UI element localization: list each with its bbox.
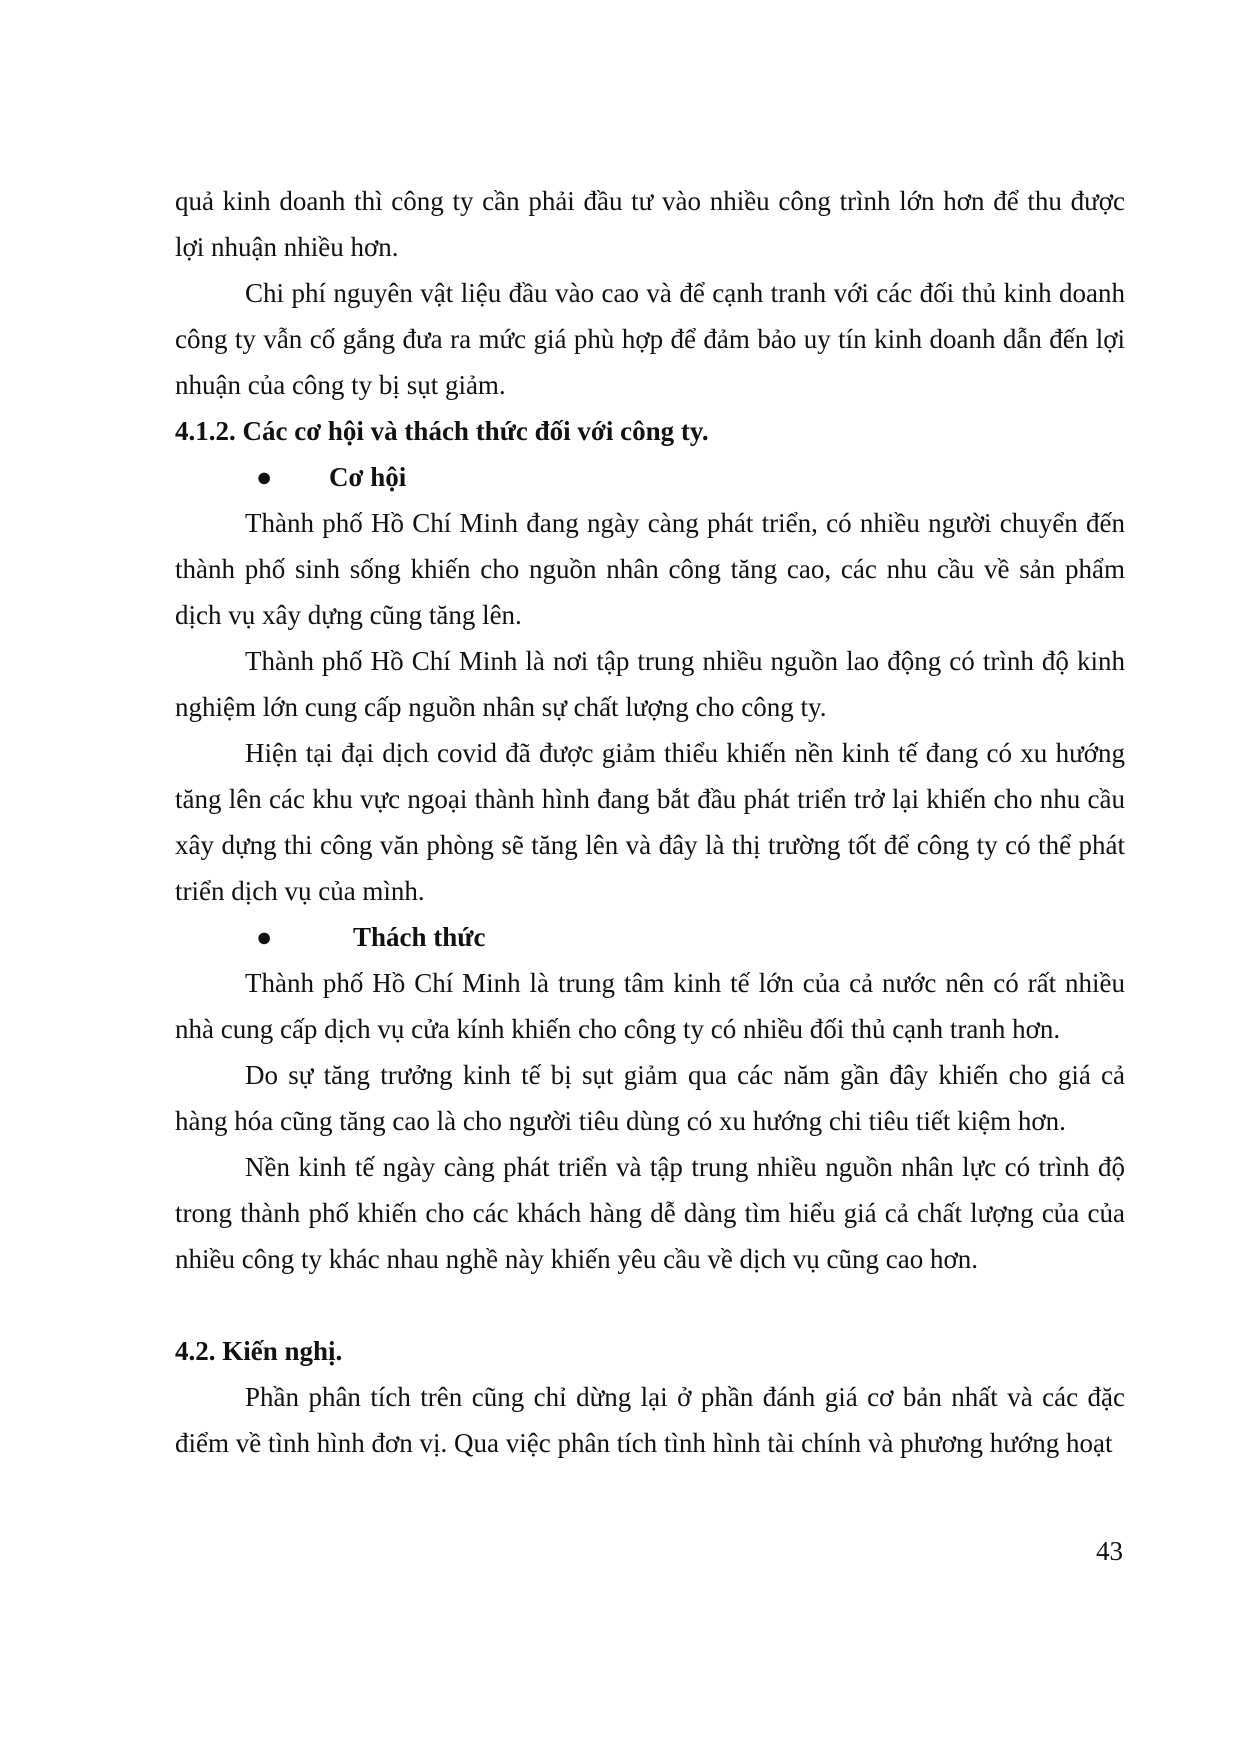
section-heading-4-2: 4.2. Kiến nghị. [175, 1336, 343, 1366]
bullet-icon: ● [256, 922, 273, 952]
document-body [175, 178, 1125, 1466]
paragraph-customer-demands: Nền kinh tế ngày càng phát triển và tập trung nhiều nguồn nhân lực có trình độ trong thành phố khiến cho các khách hàng dễ dàng tìm hiểu giá cả chất lượng của của nhiều công ty khác nhau nghề này khiến yêu cầu về dịch vụ cũng cao hơn. [175, 1152, 1125, 1274]
paragraph-recommendations: Phần phân tích trên cũng chỉ dừng lại ở phần đánh giá cơ bản nhất và các đặc điểm về tình hình đơn vị. Qua việc phân tích tình hình tài chính và phương hướng hoạt [175, 1382, 1125, 1458]
bullet-challenge [175, 914, 1125, 960]
section-heading-4-1-2: 4.1.2. Các cơ hội và thách thức đối với công ty. [175, 416, 709, 446]
bullet-opportunity [175, 454, 1125, 500]
bullet-opportunity-label: Cơ hội [329, 462, 407, 492]
paragraph-labor-source: Thành phố Hồ Chí Minh là nơi tập trung nhiều nguồn lao động có trình độ kinh nghiệm lớn cung cấp nguồn nhân sự chất lượng cho công ty. [175, 646, 1125, 722]
paragraph-city-growth: Thành phố Hồ Chí Minh đang ngày càng phát triển, có nhiều người chuyển đến thành phố sinh sống khiến cho nguồn nhân công tăng cao, các nhu cầu về sản phẩm dịch vụ xây dựng cũng tăng lên. [175, 508, 1125, 630]
bullet-icon: ● [256, 462, 273, 492]
page-number: 43 [1096, 1536, 1123, 1566]
paragraph-economic-decline: Do sự tăng trưởng kinh tế bị sụt giảm qua các năm gần đây khiến cho giá cả hàng hóa cũng tăng cao là cho người tiêu dùng có xu hướng chi tiêu tiết kiệm hơn. [175, 1060, 1125, 1136]
paragraph-competition: Thành phố Hồ Chí Minh là trung tâm kinh tế lớn của cả nước nên có rất nhiều nhà cung cấp dịch vụ cửa kính khiến cho công ty có nhiều đối thủ cạnh tranh hơn. [175, 968, 1125, 1044]
paragraph-material-costs: Chi phí nguyên vật liệu đầu vào cao và để cạnh tranh với các đối thủ kinh doanh công ty vẫn cố gắng đưa ra mức giá phù hợp để đảm bảo uy tín kinh doanh dẫn đến lợi nhuận của công ty bị sụt giảm. [175, 278, 1125, 400]
paragraph-post-covid: Hiện tại đại dịch covid đã được giảm thiểu khiến nền kinh tế đang có xu hướng tăng lên các khu vực ngoại thành hình đang bắt đầu phát triển trở lại khiến cho nhu cầu xây dựng thi công văn phòng sẽ tăng lên và đây là thị trường tốt để công ty có thể phát triển dịch vụ của mình. [175, 738, 1125, 906]
bullet-challenge-label: Thách thức [353, 922, 486, 952]
paragraph-continuation: quả kinh doanh thì công ty cần phải đầu tư vào nhiều công trình lớn hơn để thu được lợi nhuận nhiều hơn. [175, 186, 1125, 262]
